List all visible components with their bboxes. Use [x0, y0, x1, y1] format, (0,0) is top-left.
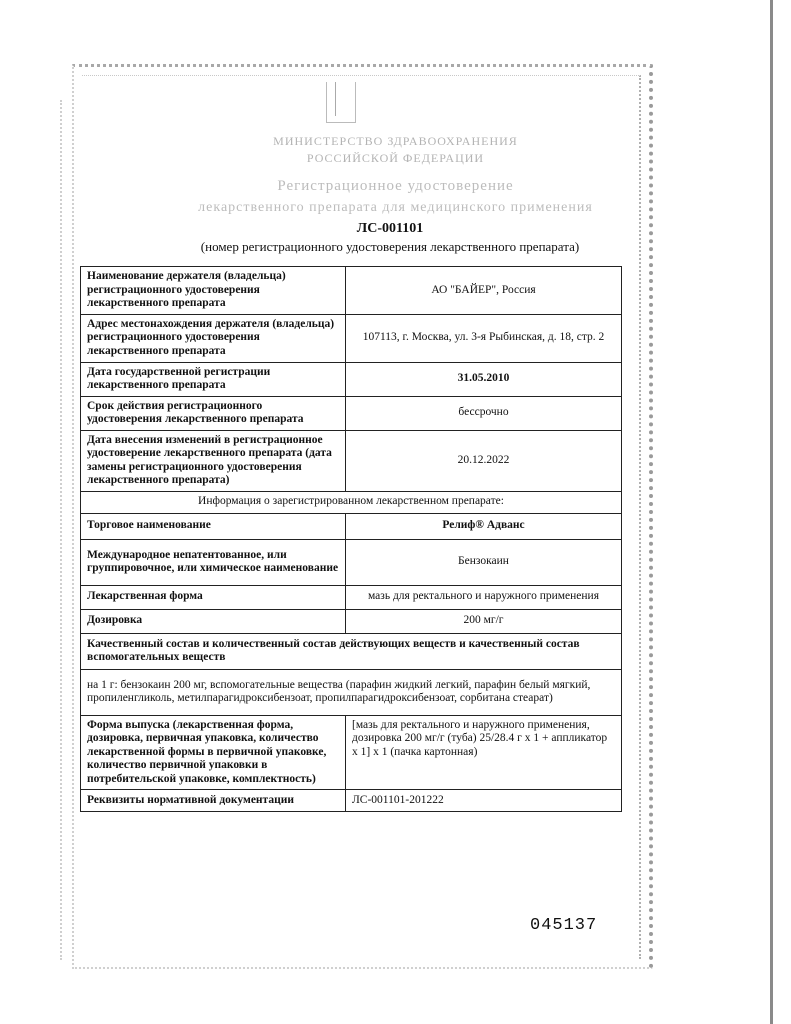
- holder-address-label: Адрес местонахождения держателя (владельца) регистрационного удостоверения лекарственного препарата: [81, 314, 346, 362]
- certificate-subtitle: лекарственного препарата для медицинского применения: [198, 200, 593, 215]
- validity-value: бессрочно: [346, 396, 622, 430]
- composition-title: Качественный состав и количественный состав действующих веществ и качественный состав вспомогательных веществ: [81, 633, 622, 669]
- dosage-form-value: мазь для ректального и наружного применения: [346, 585, 622, 609]
- holder-address-value: 107113, г. Москва, ул. 3-я Рыбинская, д. 18, стр. 2: [346, 314, 622, 362]
- inn-value: Бензокаин: [346, 539, 622, 585]
- table-row: [81, 715, 622, 790]
- table-row: [81, 790, 622, 812]
- ministry-line-1: МИНИСТЕРСТВО ЗДРАВООХРАНЕНИЯ: [273, 134, 518, 148]
- normative-doc-value: ЛС-001101-201222: [346, 790, 622, 812]
- table-row: [81, 539, 622, 585]
- normative-doc-label: Реквизиты нормативной документации: [81, 790, 346, 812]
- amendment-date-label: Дата внесения изменений в регистрационное удостоверение лекарственного препарата (дата замены регистрационного удостоверения лекарственного препарата): [81, 430, 346, 491]
- table-row: [81, 491, 622, 513]
- table-row: [81, 669, 622, 715]
- table-row: [81, 513, 622, 539]
- info-header: Информация о зарегистрированном лекарственном препарате:: [81, 491, 622, 513]
- table-row: [81, 396, 622, 430]
- validity-label: Срок действия регистрационного удостоверения лекарственного препарата: [81, 396, 346, 430]
- table-row: [81, 430, 622, 491]
- trade-name-value: Релиф® Адванс: [346, 513, 622, 539]
- release-form-value: [мазь для ректального и наружного применения, дозировка 200 мг/г (туба) 25/28.4 г x 1 + аппликатор x 1] x 1 (пачка картонная): [346, 715, 622, 790]
- registration-number-caption: (номер регистрационного удостоверения лекарственного препарата): [200, 239, 580, 254]
- table-row: [81, 609, 622, 633]
- release-form-label: Форма выпуска (лекарственная форма, дозировка, первичная упаковка, количество лекарственной формы в первичной упаковке, количество первичной упаковки в потребительской упаковке, комплектность): [81, 715, 346, 790]
- table-row: [81, 267, 622, 315]
- table-row: [81, 585, 622, 609]
- table-row: [81, 362, 622, 396]
- holder-name-value: АО "БАЙЕР", Россия: [346, 267, 622, 315]
- registration-table: [80, 266, 622, 812]
- table-row: [81, 633, 622, 669]
- certificate-title: Регистрационное удостоверение: [277, 178, 514, 194]
- table-row: [81, 314, 622, 362]
- dosage-label: Дозировка: [81, 609, 346, 633]
- serial-number: 045137: [530, 916, 598, 935]
- dosage-form-label: Лекарственная форма: [81, 585, 346, 609]
- registration-number: ЛС-001101: [356, 221, 424, 236]
- ministry-line-2: РОССИЙСКОЙ ФЕДЕРАЦИИ: [306, 151, 485, 165]
- composition-text: на 1 г: бензокаин 200 мг, вспомогательные вещества (парафин жидкий легкий, парафин белый мягкий, пропиленгликоль, метилпарагидроксибензоат, пропилпарагидроксибензоат, сорбитана стеарат): [81, 669, 622, 715]
- dosage-value: 200 мг/г: [346, 609, 622, 633]
- holder-name-label: Наименование держателя (владельца) регистрационного удостоверения лекарственного препарата: [81, 267, 346, 315]
- amendment-date-value: 20.12.2022: [346, 430, 622, 491]
- registration-date-label: Дата государственной регистрации лекарственного препарата: [81, 362, 346, 396]
- state-emblem-icon: [326, 82, 356, 123]
- registration-date-value: 31.05.2010: [346, 362, 622, 396]
- inn-label: Международное непатентованное, или группировочное, или химическое наименование: [81, 539, 346, 585]
- trade-name-label: Торговое наименование: [81, 513, 346, 539]
